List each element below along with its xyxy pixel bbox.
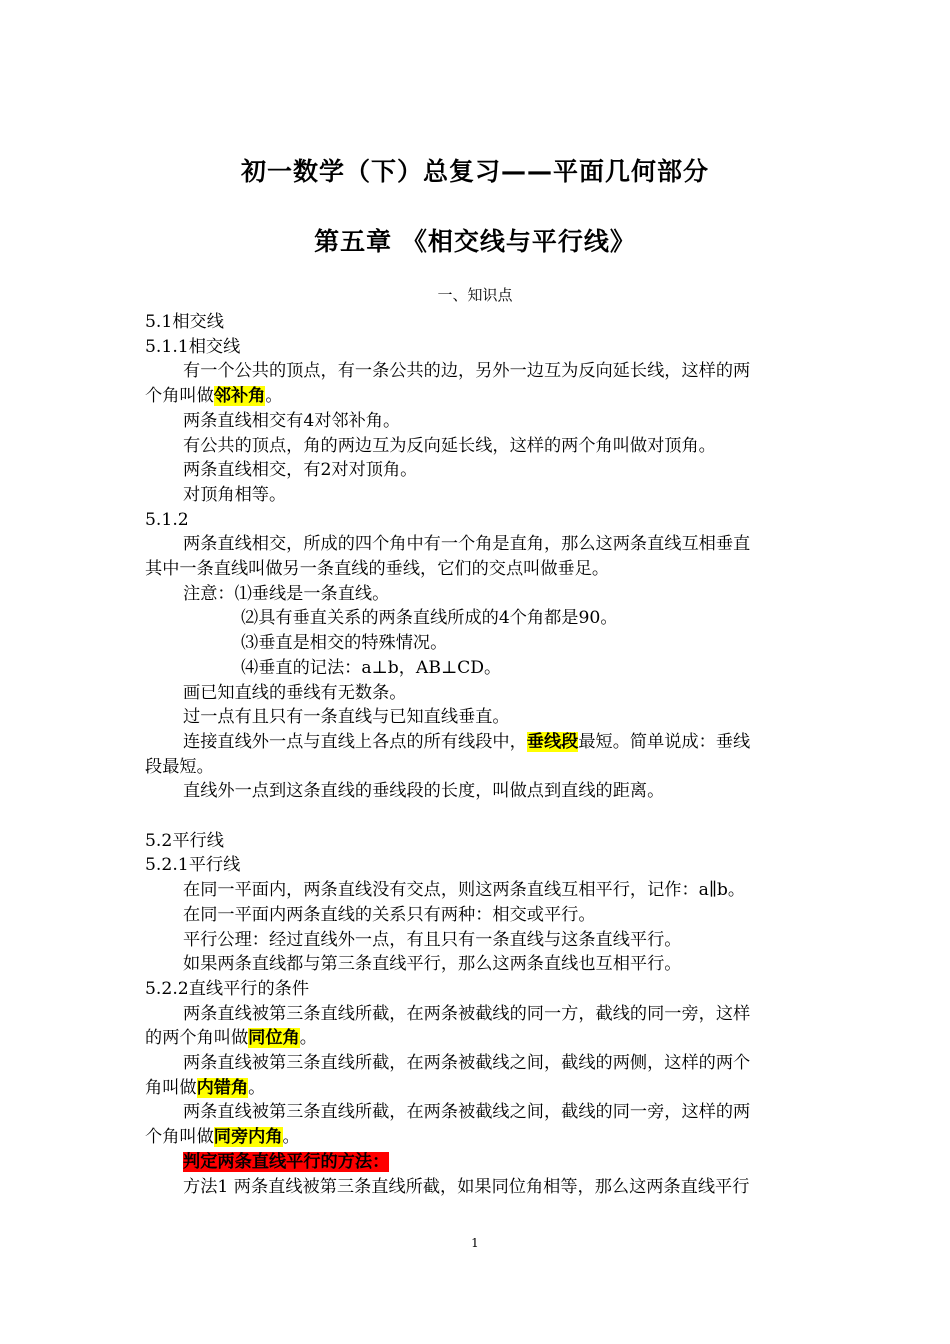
highlighted-term: 内错角 <box>196 1077 249 1098</box>
text-run: 。 <box>282 1127 300 1148</box>
highlighted-term: 垂线段 <box>526 731 579 752</box>
paragraph-line: 两条直线相交有4对邻补角。 <box>183 410 401 431</box>
paragraph-line <box>145 1076 810 1101</box>
subsection-heading: 5.1.2 <box>145 509 189 530</box>
highlighted-term: 邻补角 <box>213 386 266 407</box>
subsection-heading: 5.1相交线 <box>145 312 224 332</box>
blank-line <box>145 804 810 829</box>
document-body <box>145 310 810 1199</box>
text-run: 。 <box>265 386 283 407</box>
highlighted-heading-line <box>145 1150 810 1175</box>
paragraph-line <box>145 1026 810 1051</box>
page-number: 1 <box>471 1236 479 1250</box>
text-run: 的两个角叫做 <box>145 1028 249 1049</box>
paragraph-line: 过一点有且只有一条直线与已知直线垂直。 <box>183 707 510 728</box>
document-title: 初一数学（下）总复习——平面几何部分 <box>240 157 709 186</box>
text-run: 连接直线外一点与直线上各点的所有线段中， <box>183 731 527 752</box>
paragraph-line: 直线外一点到这条直线的垂线段的长度，叫做点到直线的距离。 <box>183 781 665 802</box>
paragraph-line: 对顶角相等。 <box>183 484 287 505</box>
section-heading: 一、知识点 <box>437 286 513 304</box>
text-run: 最短。简单说成：垂线 <box>578 731 751 752</box>
paragraph-line: 两条直线相交，所成的四个角中有一个角是直角，那么这两条直线互相垂直 <box>183 534 751 555</box>
paragraph-line <box>145 730 810 755</box>
paragraph-line: 两条直线被第三条直线所截，在两条被截线之间，截线的两侧，这样的两个 <box>183 1053 751 1074</box>
paragraph-line: 平行公理：经过直线外一点，有且只有一条直线与这条直线平行。 <box>183 929 682 950</box>
paragraph-line: 段最短。 <box>145 756 214 777</box>
red-highlighted-heading: 判定两条直线平行的方法： <box>183 1151 390 1172</box>
paragraph-line: 方法1 两条直线被第三条直线所截，如果同位角相等，那么这两条直线平行 <box>183 1176 750 1197</box>
note-line: ⑶垂直是相交的特殊情况。 <box>241 633 448 654</box>
text-run: 。 <box>299 1028 317 1049</box>
note-line: ⑷垂直的记法：a⊥b，AB⊥CD。 <box>241 657 502 678</box>
paragraph-line: 两条直线被第三条直线所截，在两条被截线之间，截线的同一旁，这样的两 <box>183 1102 751 1123</box>
paragraph-line: 两条直线相交，有2对对顶角。 <box>183 460 418 481</box>
subsection-heading: 5.1.1相交线 <box>145 336 241 357</box>
highlighted-term: 同位角 <box>248 1028 300 1049</box>
chapter-title: 第五章 《相交线与平行线》 <box>314 227 636 256</box>
highlighted-term: 同旁内角 <box>213 1127 283 1148</box>
paragraph-line: 如果两条直线都与第三条直线平行，那么这两条直线也互相平行。 <box>183 954 682 975</box>
text-run: 角叫做 <box>145 1077 197 1098</box>
note-line: ⑵具有垂直关系的两条直线所成的4个角都是90。 <box>241 608 618 629</box>
paragraph-line: 在同一平面内两条直线的关系只有两种：相交或平行。 <box>183 904 596 925</box>
paragraph-line: 两条直线被第三条直线所截，在两条被截线的同一方，截线的同一旁，这样 <box>183 1003 751 1024</box>
paragraph-line: 其中一条直线叫做另一条直线的垂线，它们的交点叫做垂足。 <box>145 559 610 580</box>
subsection-heading: 5.2.2直线平行的条件 <box>145 978 310 999</box>
note-line: 注意：⑴垂线是一条直线。 <box>183 583 390 604</box>
paragraph-line: 有公共的顶点，角的两边互为反向延长线，这样的两个角叫做对顶角。 <box>183 435 716 456</box>
paragraph-line <box>145 1125 810 1150</box>
text-run: 个角叫做 <box>145 1127 214 1148</box>
text-run: 。 <box>248 1077 266 1098</box>
paragraph-line: 画已知直线的垂线有无数条。 <box>183 682 407 703</box>
paragraph-line: 在同一平面内，两条直线没有交点，则这两条直线互相平行，记作：a∥b。 <box>183 880 746 901</box>
subsection-heading: 5.2平行线 <box>145 830 224 851</box>
subsection-heading: 5.2.1平行线 <box>145 855 241 876</box>
paragraph-line: 有一个公共的顶点，有一条公共的边，另外一边互为反向延长线，这样的两 <box>183 361 751 382</box>
paragraph-line <box>145 384 810 409</box>
text-run: 个角叫做 <box>145 386 214 407</box>
